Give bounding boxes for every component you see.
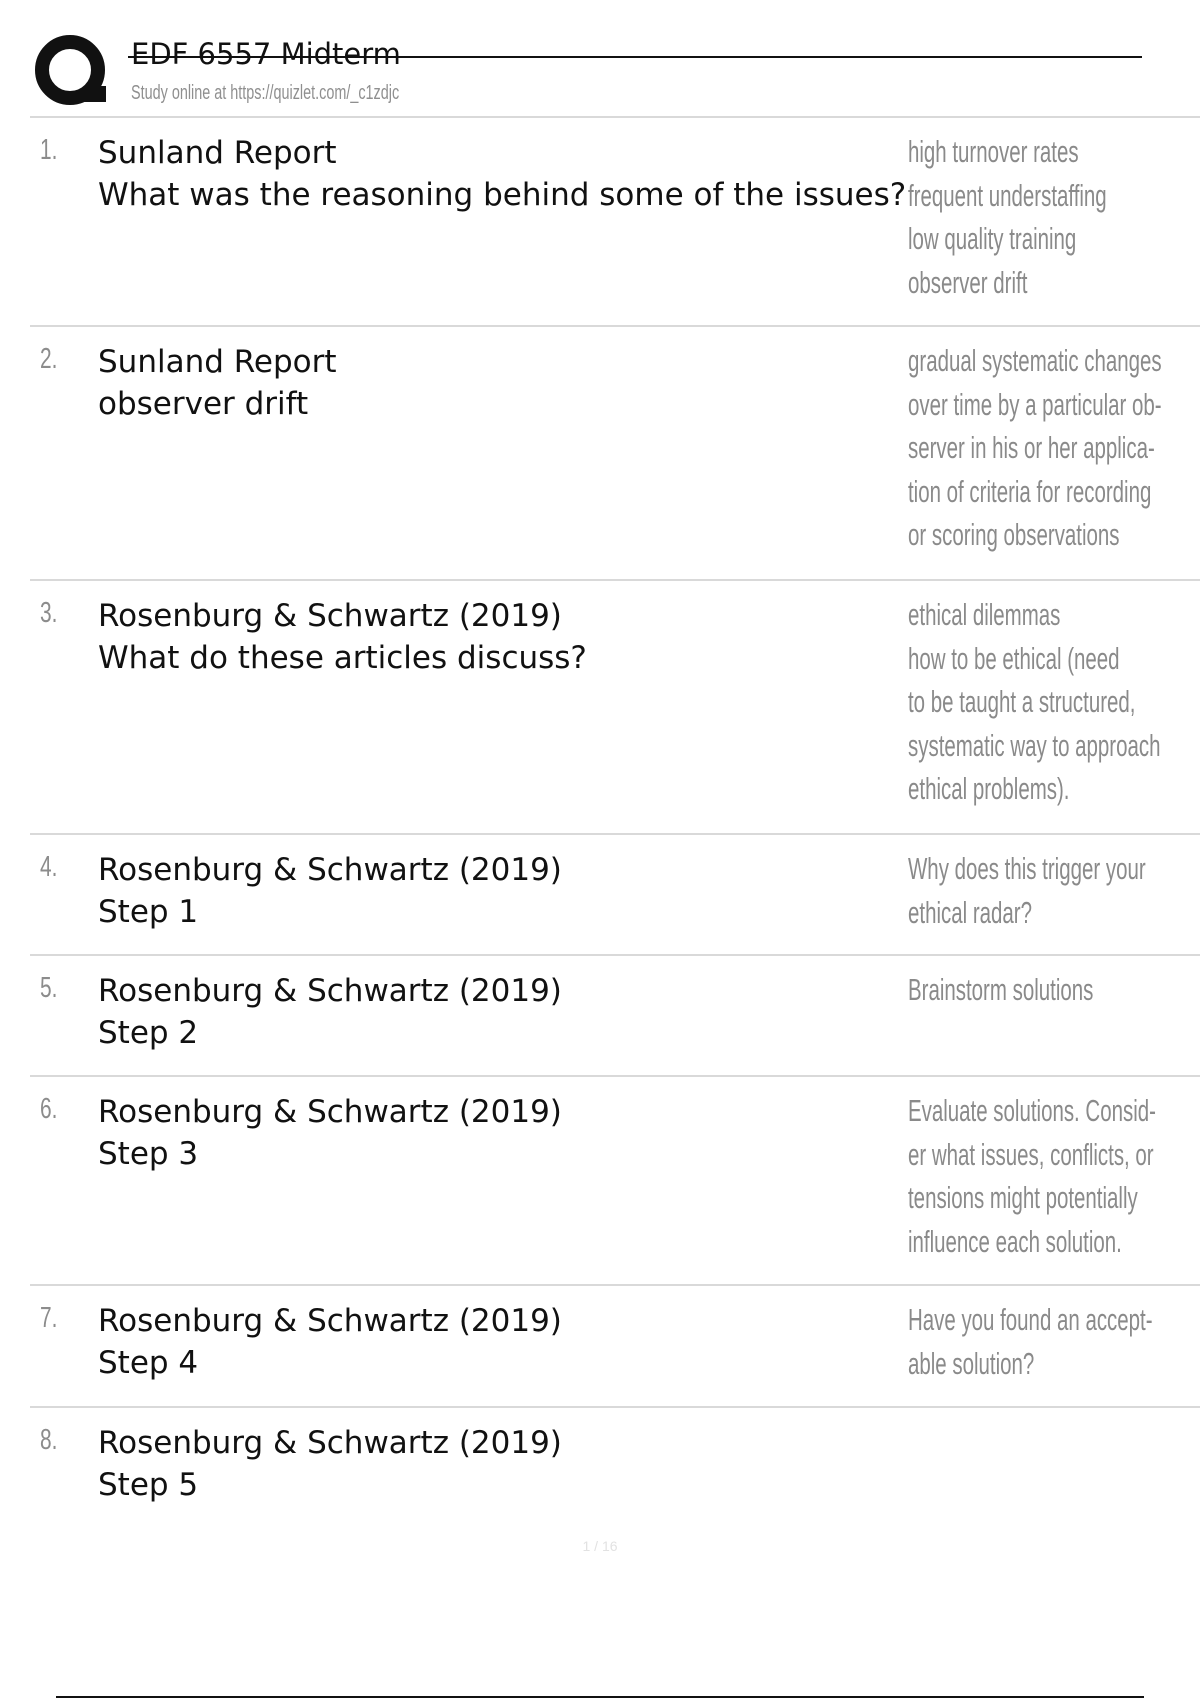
definition-line: to be taught a structured, (908, 684, 1136, 720)
card-term (98, 132, 918, 216)
definition-line: ethical problems). (908, 771, 1070, 807)
card-term (98, 595, 918, 679)
footer-rule (56, 1696, 1144, 1698)
flashcard-row (30, 116, 1200, 325)
flashcard-row (30, 1075, 1200, 1284)
flashcard-row (30, 1406, 1200, 1528)
definition-line: tion of criteria for recording (908, 473, 1152, 509)
card-definition (908, 593, 1185, 811)
term-line: Rosenburg & Schwartz (2019) (98, 973, 562, 1009)
definition-line: ethical dilemmas (908, 597, 1061, 632)
term-line: Step 2 (98, 1015, 199, 1051)
card-definition (908, 968, 1185, 1012)
page-number: 1 / 16 (582, 1538, 618, 1554)
card-number: 2. (40, 343, 58, 375)
term-line: Sunland Report (98, 135, 337, 171)
definition-line: or scoring observations (908, 517, 1120, 553)
card-term (98, 849, 918, 933)
definition-line: ethical radar? (908, 894, 1032, 930)
definition-line: server in his or her applica- (908, 430, 1155, 466)
term-line: Sunland Report (98, 344, 337, 380)
definition-line: high turnover rates (908, 134, 1079, 169)
card-term (98, 1300, 918, 1384)
term-line: Step 4 (98, 1345, 199, 1381)
definition-line: over time by a particular ob- (908, 386, 1162, 422)
definition-line: influence each solution. (908, 1223, 1122, 1259)
flashcard-row (30, 1284, 1200, 1406)
card-number: 1. (40, 134, 58, 166)
definition-line: er what issues, conflicts, or (908, 1136, 1154, 1172)
card-number: 5. (40, 972, 58, 1004)
definition-line: Have you found an accept- (908, 1302, 1153, 1337)
card-term (98, 341, 918, 425)
card-term (98, 1422, 918, 1506)
definition-line: Brainstorm solutions (908, 972, 1094, 1007)
definition-line: how to be ethical (need (908, 640, 1120, 676)
definition-line: observer drift (908, 264, 1028, 300)
term-line: observer drift (98, 386, 309, 422)
card-definition (908, 1089, 1185, 1263)
term-line: What was the reasoning behind some of the issues? (98, 177, 907, 213)
term-line: Rosenburg & Schwartz (2019) (98, 1425, 562, 1461)
definition-line: Why does this trigger your (908, 851, 1146, 886)
term-line: Step 1 (98, 894, 199, 930)
definition-line: systematic way to approach (908, 727, 1161, 763)
card-number: 4. (40, 851, 58, 883)
definition-line: Evaluate solutions. Consid- (908, 1093, 1156, 1128)
card-definition (908, 1298, 1185, 1385)
definition-line: frequent understaffing (908, 177, 1107, 213)
term-line: Step 5 (98, 1467, 199, 1503)
term-line: Rosenburg & Schwartz (2019) (98, 1094, 562, 1130)
term-line: What do these articles discuss? (98, 640, 587, 676)
card-number: 6. (40, 1093, 58, 1125)
flashcard-row (30, 325, 1200, 579)
definition-line: low quality training (908, 221, 1077, 257)
document-subtitle: Study online at https://quizlet.com/_c1zdjc (131, 82, 400, 104)
document-title: EDF 6557 Midterm (131, 37, 401, 71)
card-definition (908, 847, 1185, 934)
term-line: Rosenburg & Schwartz (2019) (98, 852, 562, 888)
flashcard-row (30, 579, 1200, 833)
card-definition (908, 130, 1185, 304)
term-line: Rosenburg & Schwartz (2019) (98, 598, 562, 634)
card-definition (908, 339, 1185, 557)
card-number: 7. (40, 1302, 58, 1334)
definition-line: able solution? (908, 1345, 1035, 1381)
flashcard-row (30, 833, 1200, 954)
term-line: Rosenburg & Schwartz (2019) (98, 1303, 562, 1339)
quizlet-logo-icon (32, 32, 112, 112)
definition-line: tensions might potentially (908, 1180, 1138, 1216)
term-line: Step 3 (98, 1136, 199, 1172)
card-number: 8. (40, 1424, 58, 1456)
flashcard-row (30, 954, 1200, 1075)
flashcard-list (30, 116, 1200, 1528)
definition-line: gradual systematic changes (908, 343, 1162, 378)
card-number: 3. (40, 597, 58, 629)
card-term (98, 1091, 918, 1175)
card-term (98, 970, 918, 1054)
